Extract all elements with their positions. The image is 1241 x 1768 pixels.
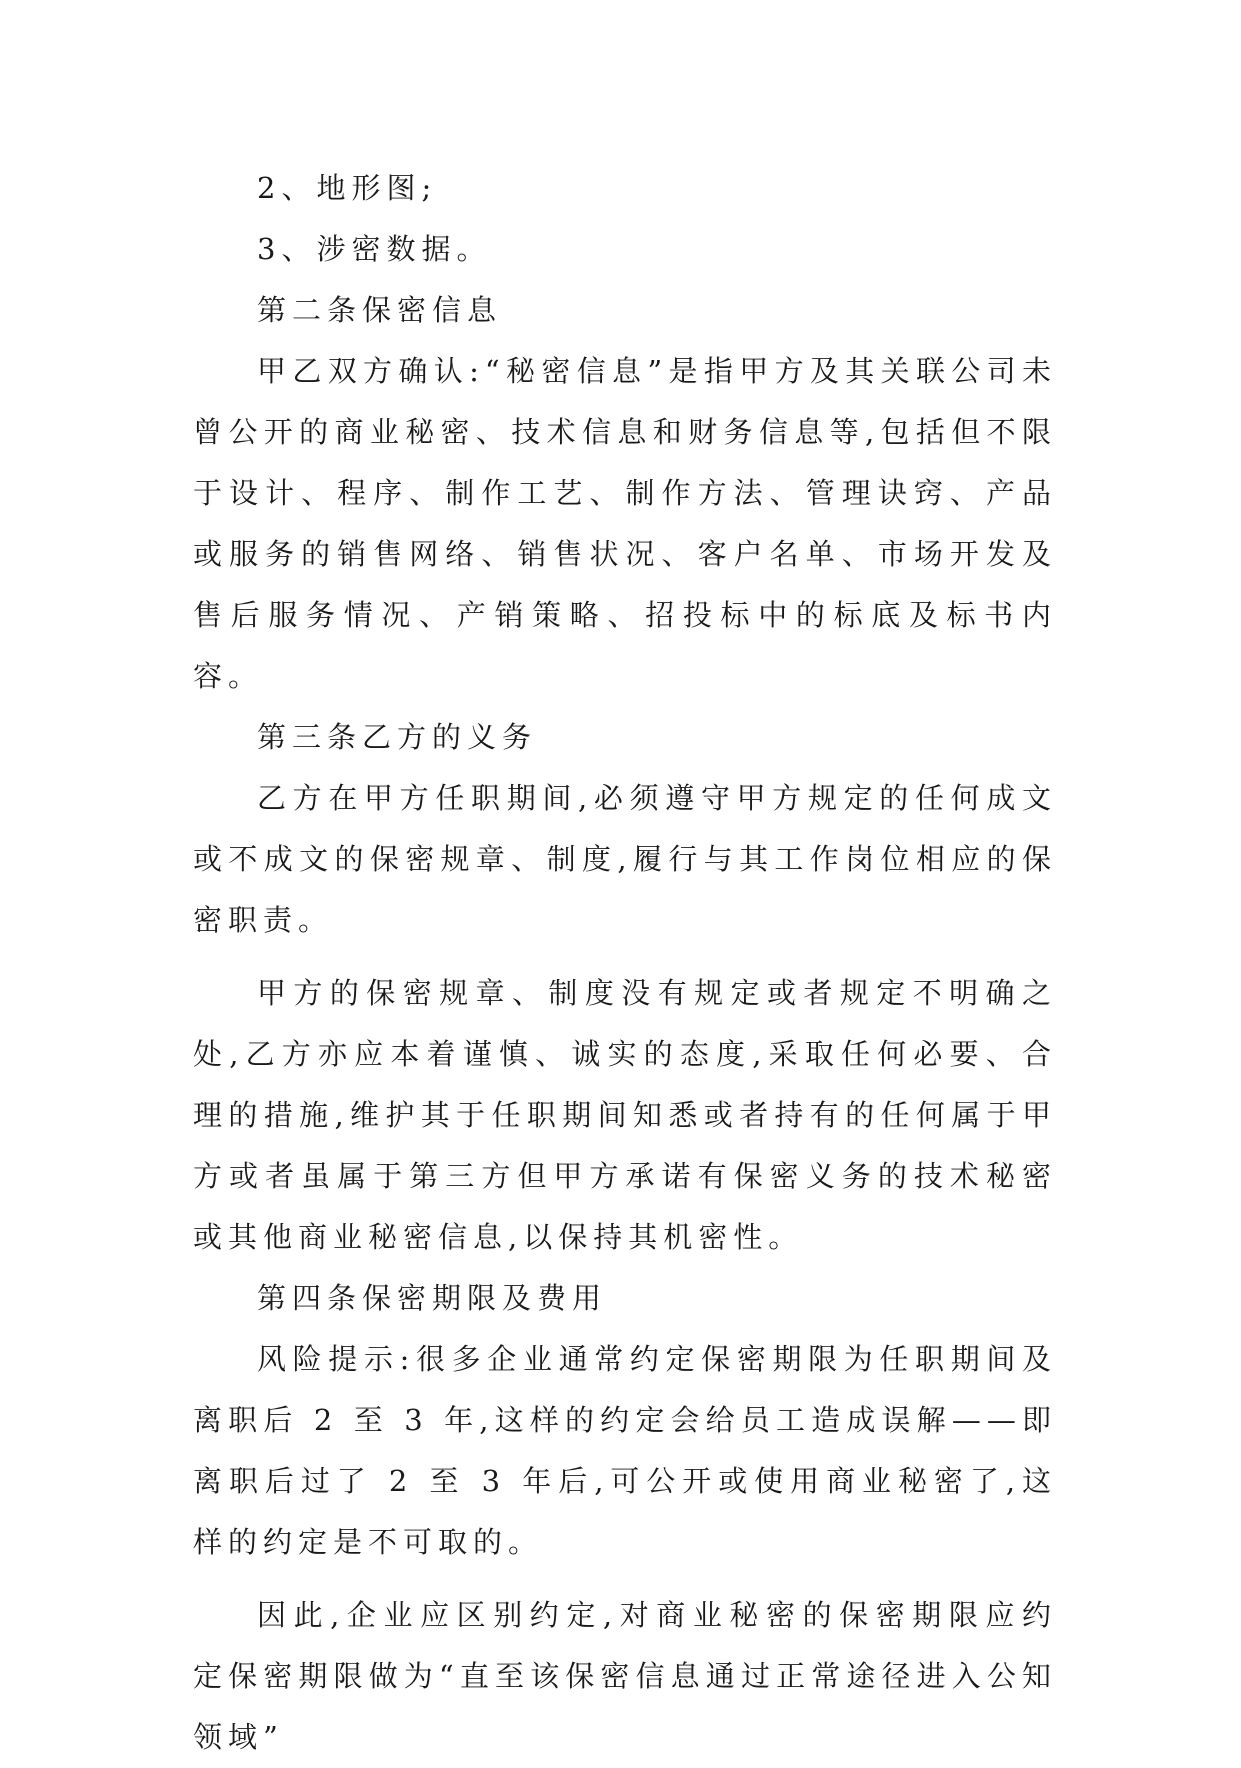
article-4-body-1: 风险提示:很多企业通常约定保密期限为任职期间及离职后 2 至 3 年,这样的约定会给员工造成误解——即离职后过了 2 至 3 年后,可公开或使用商业秘密了,这样的约定是不可取的。	[193, 1342, 1057, 1559]
list-item-2: 2、地形图;	[257, 171, 438, 205]
article-2-heading: 第二条保密信息	[257, 293, 503, 327]
article-4-body-2: 因此,企业应区别约定,对商业秘密的保密期限应约定保密期限做为“直至该保密信息通过正常途径进入公知领域”	[193, 1598, 1057, 1754]
article-2-body: 甲乙双方确认:“秘密信息”是指甲方及其关联公司未曾公开的商业秘密、技术信息和财务信息等,包括但不限于设计、程序、制作工艺、制作方法、管理诀窍、产品或服务的销售网络、销售状况、客户名单、市场开发及售后服务情况、产销策略、招投标中的标底及标书内容。	[193, 354, 1057, 693]
article-3-heading: 第三条乙方的义务	[257, 720, 538, 754]
article-3-body-2: 甲方的保密规章、制度没有规定或者规定不明确之处,乙方亦应本着谨慎、诚实的态度,采取任何必要、合理的措施,维护其于任职期间知悉或者持有的任何属于甲方或者虽属于第三方但甲方承诺有保密义务的技术秘密或其他商业秘密信息,以保持其机密性。	[193, 976, 1057, 1254]
article-3-body-1: 乙方在甲方任职期间,必须遵守甲方规定的任何成文或不成文的保密规章、制度,履行与其工作岗位相应的保密职责。	[193, 781, 1057, 937]
document-body	[193, 158, 1057, 1768]
list-item-3: 3、涉密数据。	[257, 232, 492, 266]
article-4-heading: 第四条保密期限及费用	[257, 1281, 608, 1315]
